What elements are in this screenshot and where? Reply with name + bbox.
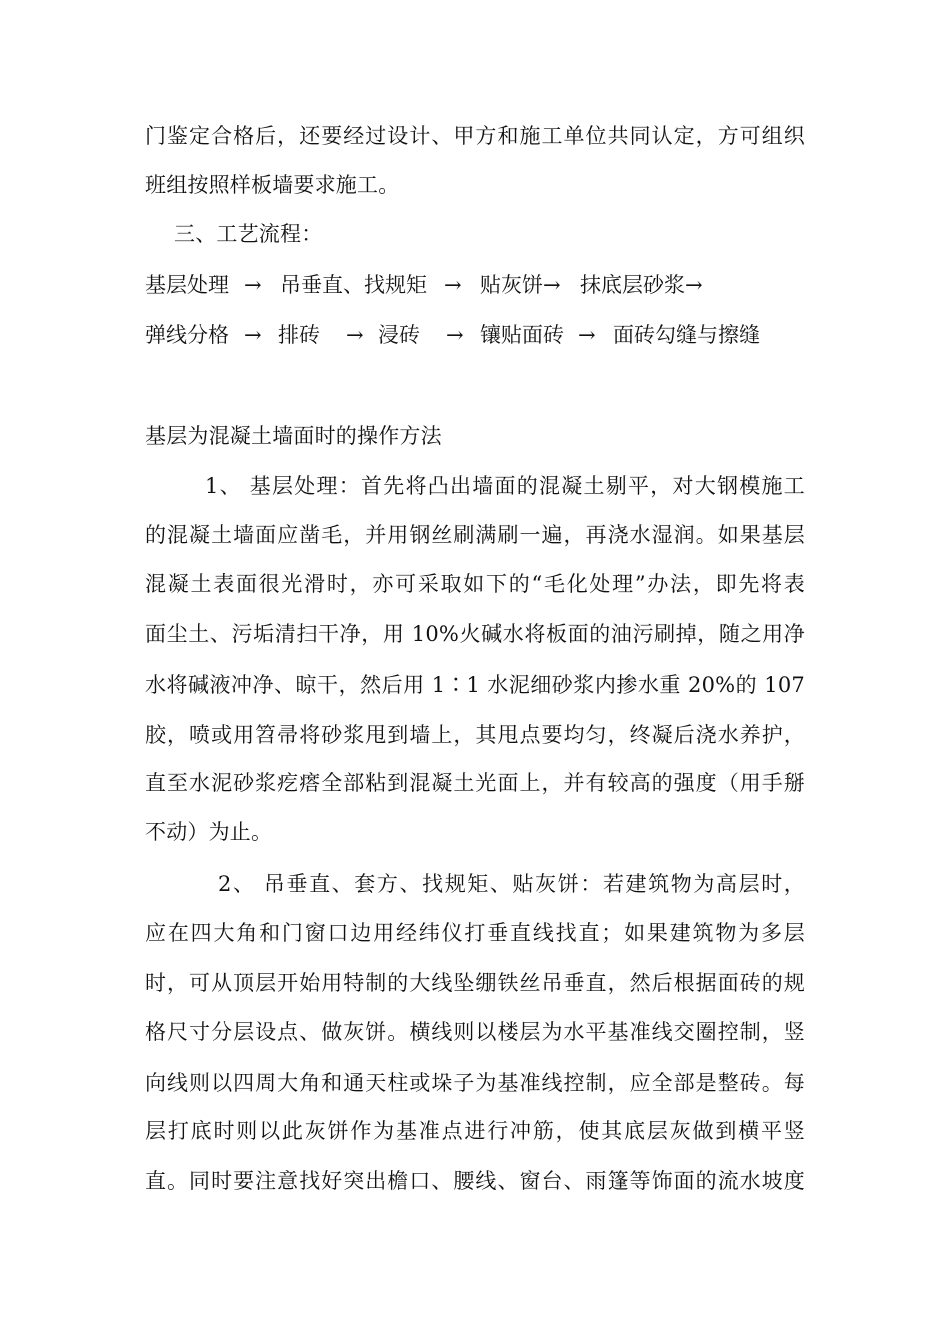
paragraph-line: 向线则以四周大角和通天柱或垛子为基准线控制，应全部是整砖。每 (145, 1071, 805, 1095)
paragraph-line: 1、 基层处理：首先将凸出墙面的混凝土剔平，对大钢模施工 (205, 474, 805, 498)
intro-line-2: 班组按照样板墙要求施工。 (145, 173, 400, 197)
flow-step: 镶贴面砖 (480, 323, 564, 347)
flow-step: 面砖勾缝与擦缝 (613, 323, 760, 347)
paragraph-line: 格尺寸分层设点、做灰饼。横线则以楼层为水平基准线交圈控制，竖 (145, 1020, 805, 1044)
flow-step: 抹底层砂浆→ (580, 273, 703, 297)
paragraph-line: 面尘土、污垢清扫干净，用 10%火碱水将板面的油污刷掉，随之用净 (145, 622, 805, 646)
flow-step: 吊垂直、找规矩 (280, 273, 427, 297)
paragraph-line: 直至水泥砂浆疙瘩全部粘到混凝土光面上，并有较高的强度（用手掰 (145, 771, 805, 795)
section-heading: 三、工艺流程： (174, 222, 323, 246)
flow-step: 浸砖 (378, 323, 420, 347)
subheading: 基层为混凝土墙面时的操作方法 (145, 424, 442, 448)
flow-arrow: → (578, 323, 596, 347)
flow-step: 弹线分格 (145, 323, 229, 347)
paragraph-line: 不动）为止。 (145, 820, 273, 844)
paragraph-line: 胶，喷或用笤帚将砂浆甩到墙上，其甩点要均匀，终凝后浇水养护， (145, 723, 805, 747)
flow-arrow: → (444, 273, 462, 297)
flow-arrow: → (244, 323, 262, 347)
flow-step: 贴灰饼→ (480, 273, 561, 297)
flow-arrow: → (446, 323, 464, 347)
intro-line-1: 门鉴定合格后，还要经过设计、甲方和施工单位共同认定，方可组织 (145, 124, 805, 148)
paragraph-line: 水将碱液冲净、晾干，然后用 1∶1 水泥细砂浆内掺水重 20%的 107 (145, 673, 805, 697)
flow-step: 基层处理 (145, 273, 229, 297)
paragraph-line: 的混凝土墙面应凿毛，并用钢丝刷满刷一遍，再浇水湿润。如果基层 (145, 523, 805, 547)
flow-arrow: → (346, 323, 364, 347)
paragraph-line: 时，可从顶层开始用特制的大线坠绷铁丝吊垂直，然后根据面砖的规 (145, 971, 805, 995)
flow-arrow: → (244, 273, 262, 297)
paragraph-line: 层打底时则以此灰饼作为基准点进行冲筋，使其底层灰做到横平竖 (145, 1119, 805, 1143)
flow-step: 排砖 (278, 323, 320, 347)
paragraph-line: 应在四大角和门窗口边用经纬仪打垂直线找直；如果建筑物为多层 (145, 921, 805, 945)
paragraph-line: 直。同时要注意找好突出檐口、腰线、窗台、雨篷等饰面的流水坡度 (145, 1169, 805, 1193)
paragraph-line: 2、 吊垂直、套方、找规矩、贴灰饼：若建筑物为高层时， (218, 872, 805, 896)
paragraph-line: 混凝土表面很光滑时，亦可采取如下的“毛化处理”办法，即先将表 (145, 572, 805, 596)
